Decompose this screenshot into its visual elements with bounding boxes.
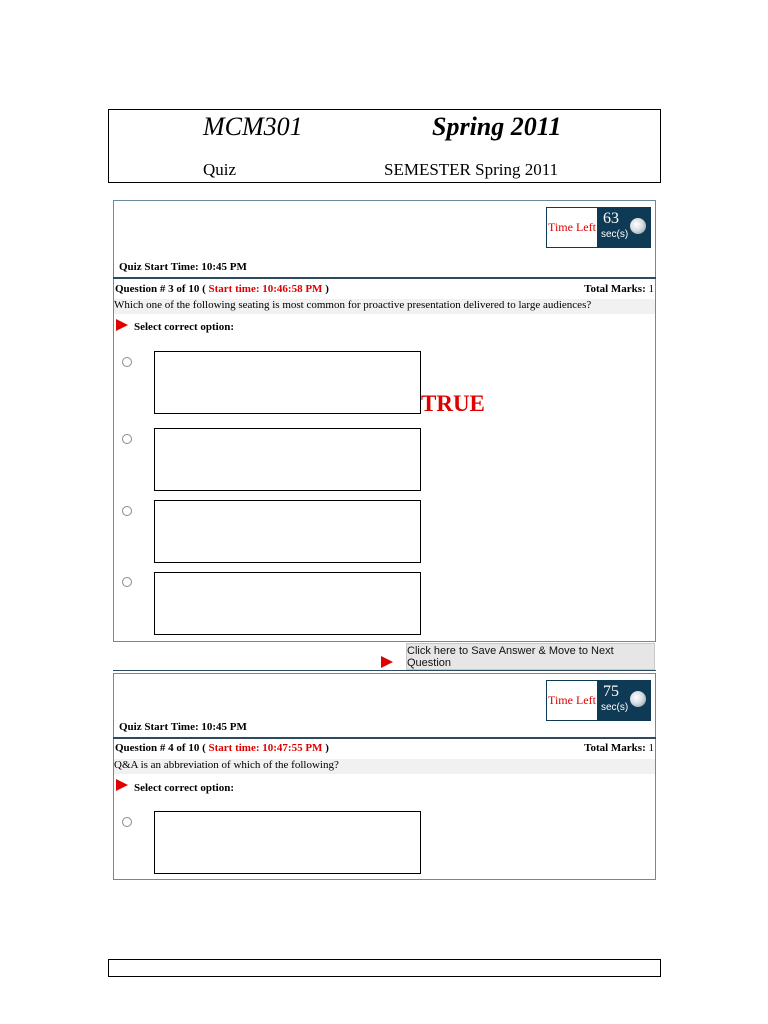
- option-radio-2[interactable]: [122, 434, 132, 444]
- option-box-1[interactable]: [154, 811, 421, 874]
- question-number: Question # 4 of 10 (: [115, 742, 209, 754]
- option-radio-4[interactable]: [122, 577, 132, 587]
- quiz-label: Quiz: [203, 160, 237, 179]
- option-radio-3[interactable]: [122, 506, 132, 516]
- clock-icon: [630, 218, 646, 234]
- question-text: Which one of the following seating is most common for proactive presentation delivered to large audiences?: [114, 299, 655, 314]
- term-title: Spring 2011: [432, 112, 562, 141]
- semester-label: SEMESTER Spring 2011: [384, 160, 559, 179]
- next-arrow-icon: [381, 656, 393, 668]
- section-divider: [113, 277, 656, 279]
- option-radio-1[interactable]: [122, 357, 132, 367]
- option-box-4[interactable]: [154, 572, 421, 635]
- footer-box: [108, 959, 661, 977]
- time-left-value: 75: [603, 683, 619, 700]
- total-marks-value: 1: [648, 283, 654, 295]
- time-left-label: Time Left: [546, 207, 598, 248]
- question-number: Question # 3 of 10 (: [115, 283, 209, 295]
- section-divider: [113, 737, 656, 739]
- question-text: Q&A is an abbreviation of which of the following?: [114, 759, 655, 774]
- select-option-label: Select correct option:: [134, 321, 234, 333]
- save-and-next-button[interactable]: Click here to Save Answer & Move to Next Question: [406, 643, 655, 670]
- question-header: [115, 283, 329, 295]
- arrow-icon: [116, 319, 128, 331]
- answer-annotation: TRUE: [421, 391, 485, 416]
- arrow-icon: [116, 779, 128, 791]
- time-left-widget: [546, 680, 651, 721]
- total-marks-label: Total Marks:: [584, 742, 649, 754]
- quiz-start-time: Quiz Start Time: 10:45 PM: [119, 261, 247, 273]
- panel-divider: [113, 670, 656, 671]
- question-header: [115, 742, 329, 754]
- total-marks-value: 1: [648, 742, 654, 754]
- time-left-label: Time Left: [546, 680, 598, 721]
- question-header-close: ): [322, 742, 329, 754]
- time-left-unit: sec(s): [601, 702, 629, 713]
- total-marks-label: Total Marks:: [584, 283, 649, 295]
- question-start-time: Start time: 10:46:58 PM: [208, 283, 323, 295]
- clock-icon: [630, 691, 646, 707]
- option-radio-1[interactable]: [122, 817, 132, 827]
- time-left-unit: sec(s): [601, 229, 629, 240]
- option-box-3[interactable]: [154, 500, 421, 563]
- select-option-label: Select correct option:: [134, 782, 234, 794]
- question-start-time: Start time: 10:47:55 PM: [208, 742, 323, 754]
- course-code: MCM301: [203, 112, 303, 141]
- total-marks: [584, 742, 654, 754]
- time-left-widget: [546, 207, 651, 248]
- question-header-close: ): [322, 283, 329, 295]
- total-marks: [584, 283, 654, 295]
- option-box-2[interactable]: [154, 428, 421, 491]
- quiz-start-time: Quiz Start Time: 10:45 PM: [119, 721, 247, 733]
- option-box-1[interactable]: [154, 351, 421, 414]
- time-left-value: 63: [603, 210, 619, 227]
